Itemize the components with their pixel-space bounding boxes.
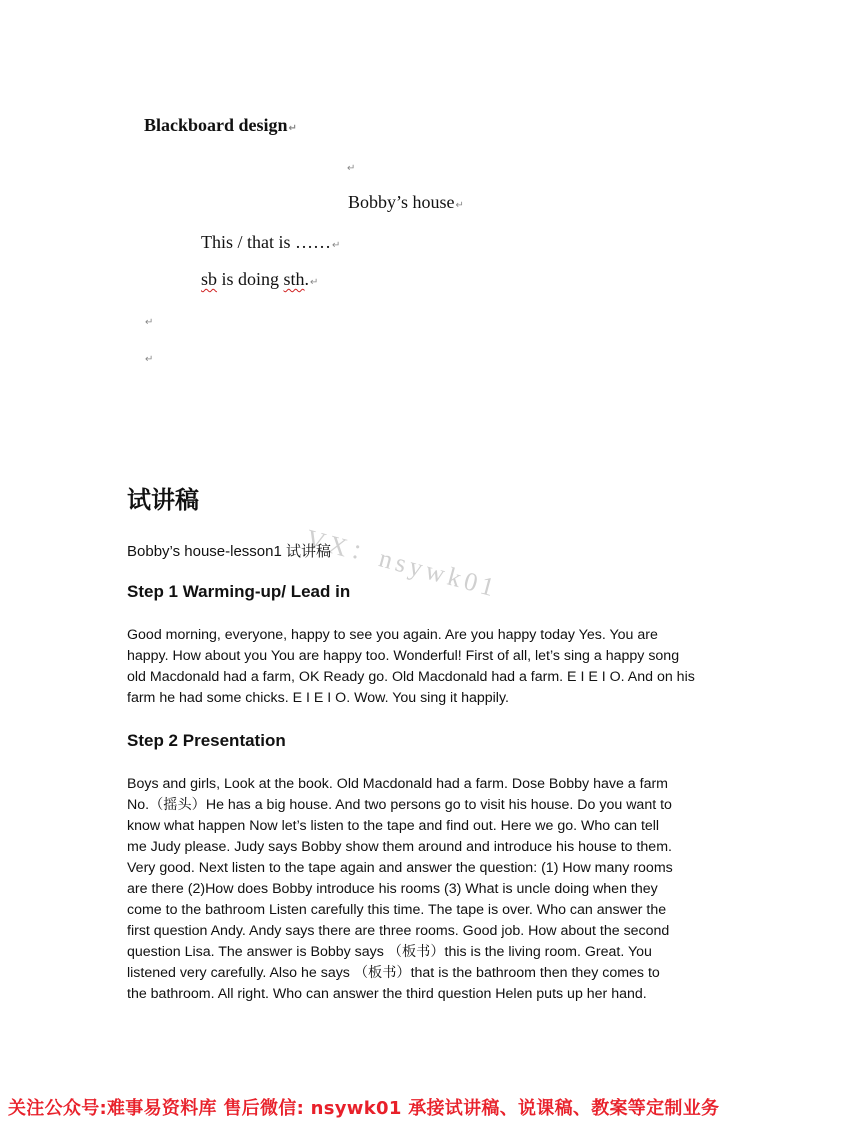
text-line: farm he had some chicks. E I E I O. Wow. You sing it happily. [127, 690, 509, 706]
step-2-heading: Step 2 Presentation [127, 731, 286, 750]
text-line: Boys and girls, Look at the book. Old Macdonald had a farm. Dose Bobby have a farm [127, 776, 669, 792]
text-line: old Macdonald had a farm, OK Ready go. Old Macdonald had a farm. E I E I O. And on his [127, 669, 695, 685]
blackboard-line-2: sb is doing sth.↵ [201, 269, 319, 289]
paragraph-mark: ↵ [145, 354, 154, 365]
text-line: question Lisa. The answer is Bobby says （板书）this is the living room. Great. You [127, 944, 652, 960]
step-1-paragraph [127, 625, 747, 709]
spellcheck-word: sb [201, 269, 218, 289]
paragraph-mark: ↵ [145, 317, 154, 328]
footer-banner: 关注公众号:难事易资料库 售后微信: nsywk01 承接试讲稿、说课稿、教案等定制业务 [8, 1098, 720, 1119]
watermark: VX：nsywk01 [302, 523, 502, 603]
blackboard-heading: Bobby’s house↵ [348, 192, 464, 212]
text-line: happy. How about you You are happy too. Wonderful! First of all, let’s sing a happy song [127, 648, 680, 664]
spellcheck-word: sth [283, 269, 305, 289]
text-line: are there (2)How does Bobby introduce his rooms (3) What is uncle doing when they [127, 881, 658, 897]
text-line: listened very carefully. Also he says （板书）that is the bathroom then they comes to [127, 965, 660, 981]
text-line: Good morning, everyone, happy to see you again. Are you happy today Yes. You are [127, 627, 658, 643]
text-line: the bathroom. All right. Who can answer the third question Helen puts up her hand. [127, 986, 647, 1002]
document-subtitle: Bobby’s house-lesson1 试讲稿 [127, 543, 331, 560]
text-line: first question Andy. Andy says there are three rooms. Good job. How about the second [127, 923, 670, 939]
blackboard-title: Blackboard design↵ [144, 115, 297, 135]
step-1-heading: Step 1 Warming-up/ Lead in [127, 582, 351, 601]
text-line: come to the bathroom Listen carefully this time. The tape is over. Who can answer the [127, 902, 667, 918]
text-line: Very good. Next listen to the tape again and answer the question: (1) How many rooms [127, 860, 673, 876]
section-title: 试讲稿 [127, 486, 199, 514]
text-line: me Judy please. Judy says Bobby show them around and introduce his house to them. [127, 839, 672, 855]
blackboard-line-1: This / that is ……↵ [201, 232, 341, 252]
paragraph-mark: ↵ [347, 163, 356, 174]
text-line: know what happen Now let’s listen to the tape and find out. Here we go. Who can tell [127, 818, 660, 834]
step-2-paragraph [127, 774, 747, 1005]
text-line: No.（摇头）He has a big house. And two persons go to visit his house. Do you want to [127, 797, 672, 813]
